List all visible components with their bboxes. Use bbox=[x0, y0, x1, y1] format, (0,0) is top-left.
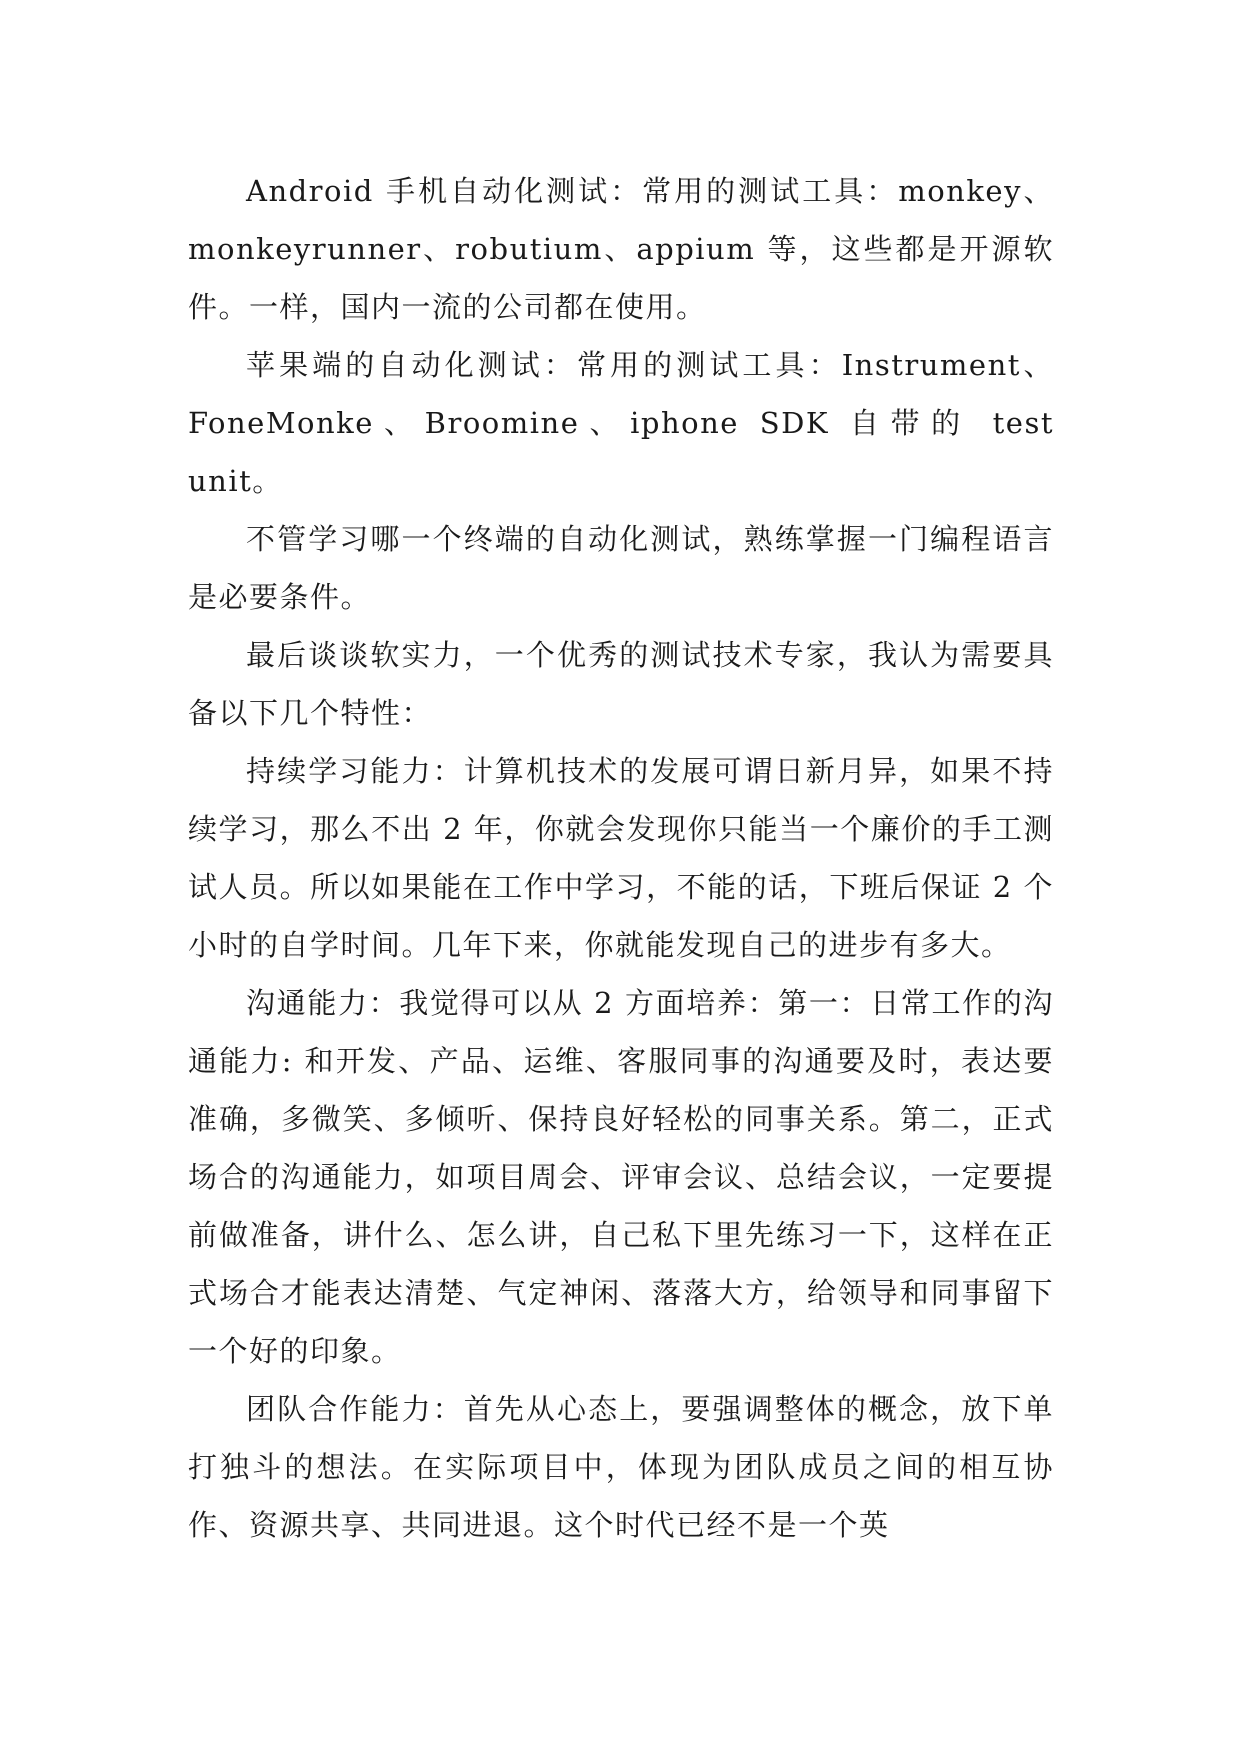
paragraph-continuous-learning: 持续学习能力：计算机技术的发展可谓日新月异，如果不持续学习，那么不出 2 年，你就会发现你只能当一个廉价的手工测试人员。所以如果能在工作中学习，不能的话，下班后保证 2 个小时的自学时间。几年下来，你就能发现自己的进步有多大。 bbox=[188, 754, 1054, 962]
paragraph-teamwork: 团队合作能力：首先从心态上，要强调整体的概念，放下单打独斗的想法。在实际项目中，体现为团队成员之间的相互协作、资源共享、共同进退。这个时代已经不是一个英 bbox=[188, 1392, 1054, 1542]
paragraph-ios-testing: 苹果端的自动化测试：常用的测试工具：Instrument、FoneMonke、Broomine、iphone SDK 自带的 test unit。 bbox=[188, 348, 1054, 498]
paragraph-communication: 沟通能力：我觉得可以从 2 方面培养：第一：日常工作的沟通能力: 和开发、产品、运维、客服同事的沟通要及时，表达要准确，多微笑、多倾听、保持良好轻松的同事关系。第二，正式场合的沟通能力，如项目周会、评审会议、总结会议，一定要提前做准备，讲什么、怎么讲，自己私下里先练习一下，这样在正式场合才能表达清楚、气定神闲、落落大方，给领导和同事留下一个好的印象。 bbox=[188, 986, 1054, 1368]
body-text bbox=[188, 162, 1054, 1554]
paragraph-android-testing: Android 手机自动化测试：常用的测试工具：monkey、monkeyrunner、robutium、appium 等，这些都是开源软件。一样，国内一流的公司都在使用。 bbox=[188, 174, 1054, 324]
paragraph-soft-skills: 最后谈谈软实力，一个优秀的测试技术专家，我认为需要具备以下几个特性： bbox=[188, 638, 1054, 730]
paragraph-programming-language: 不管学习哪一个终端的自动化测试，熟练掌握一门编程语言是必要条件。 bbox=[188, 522, 1054, 614]
